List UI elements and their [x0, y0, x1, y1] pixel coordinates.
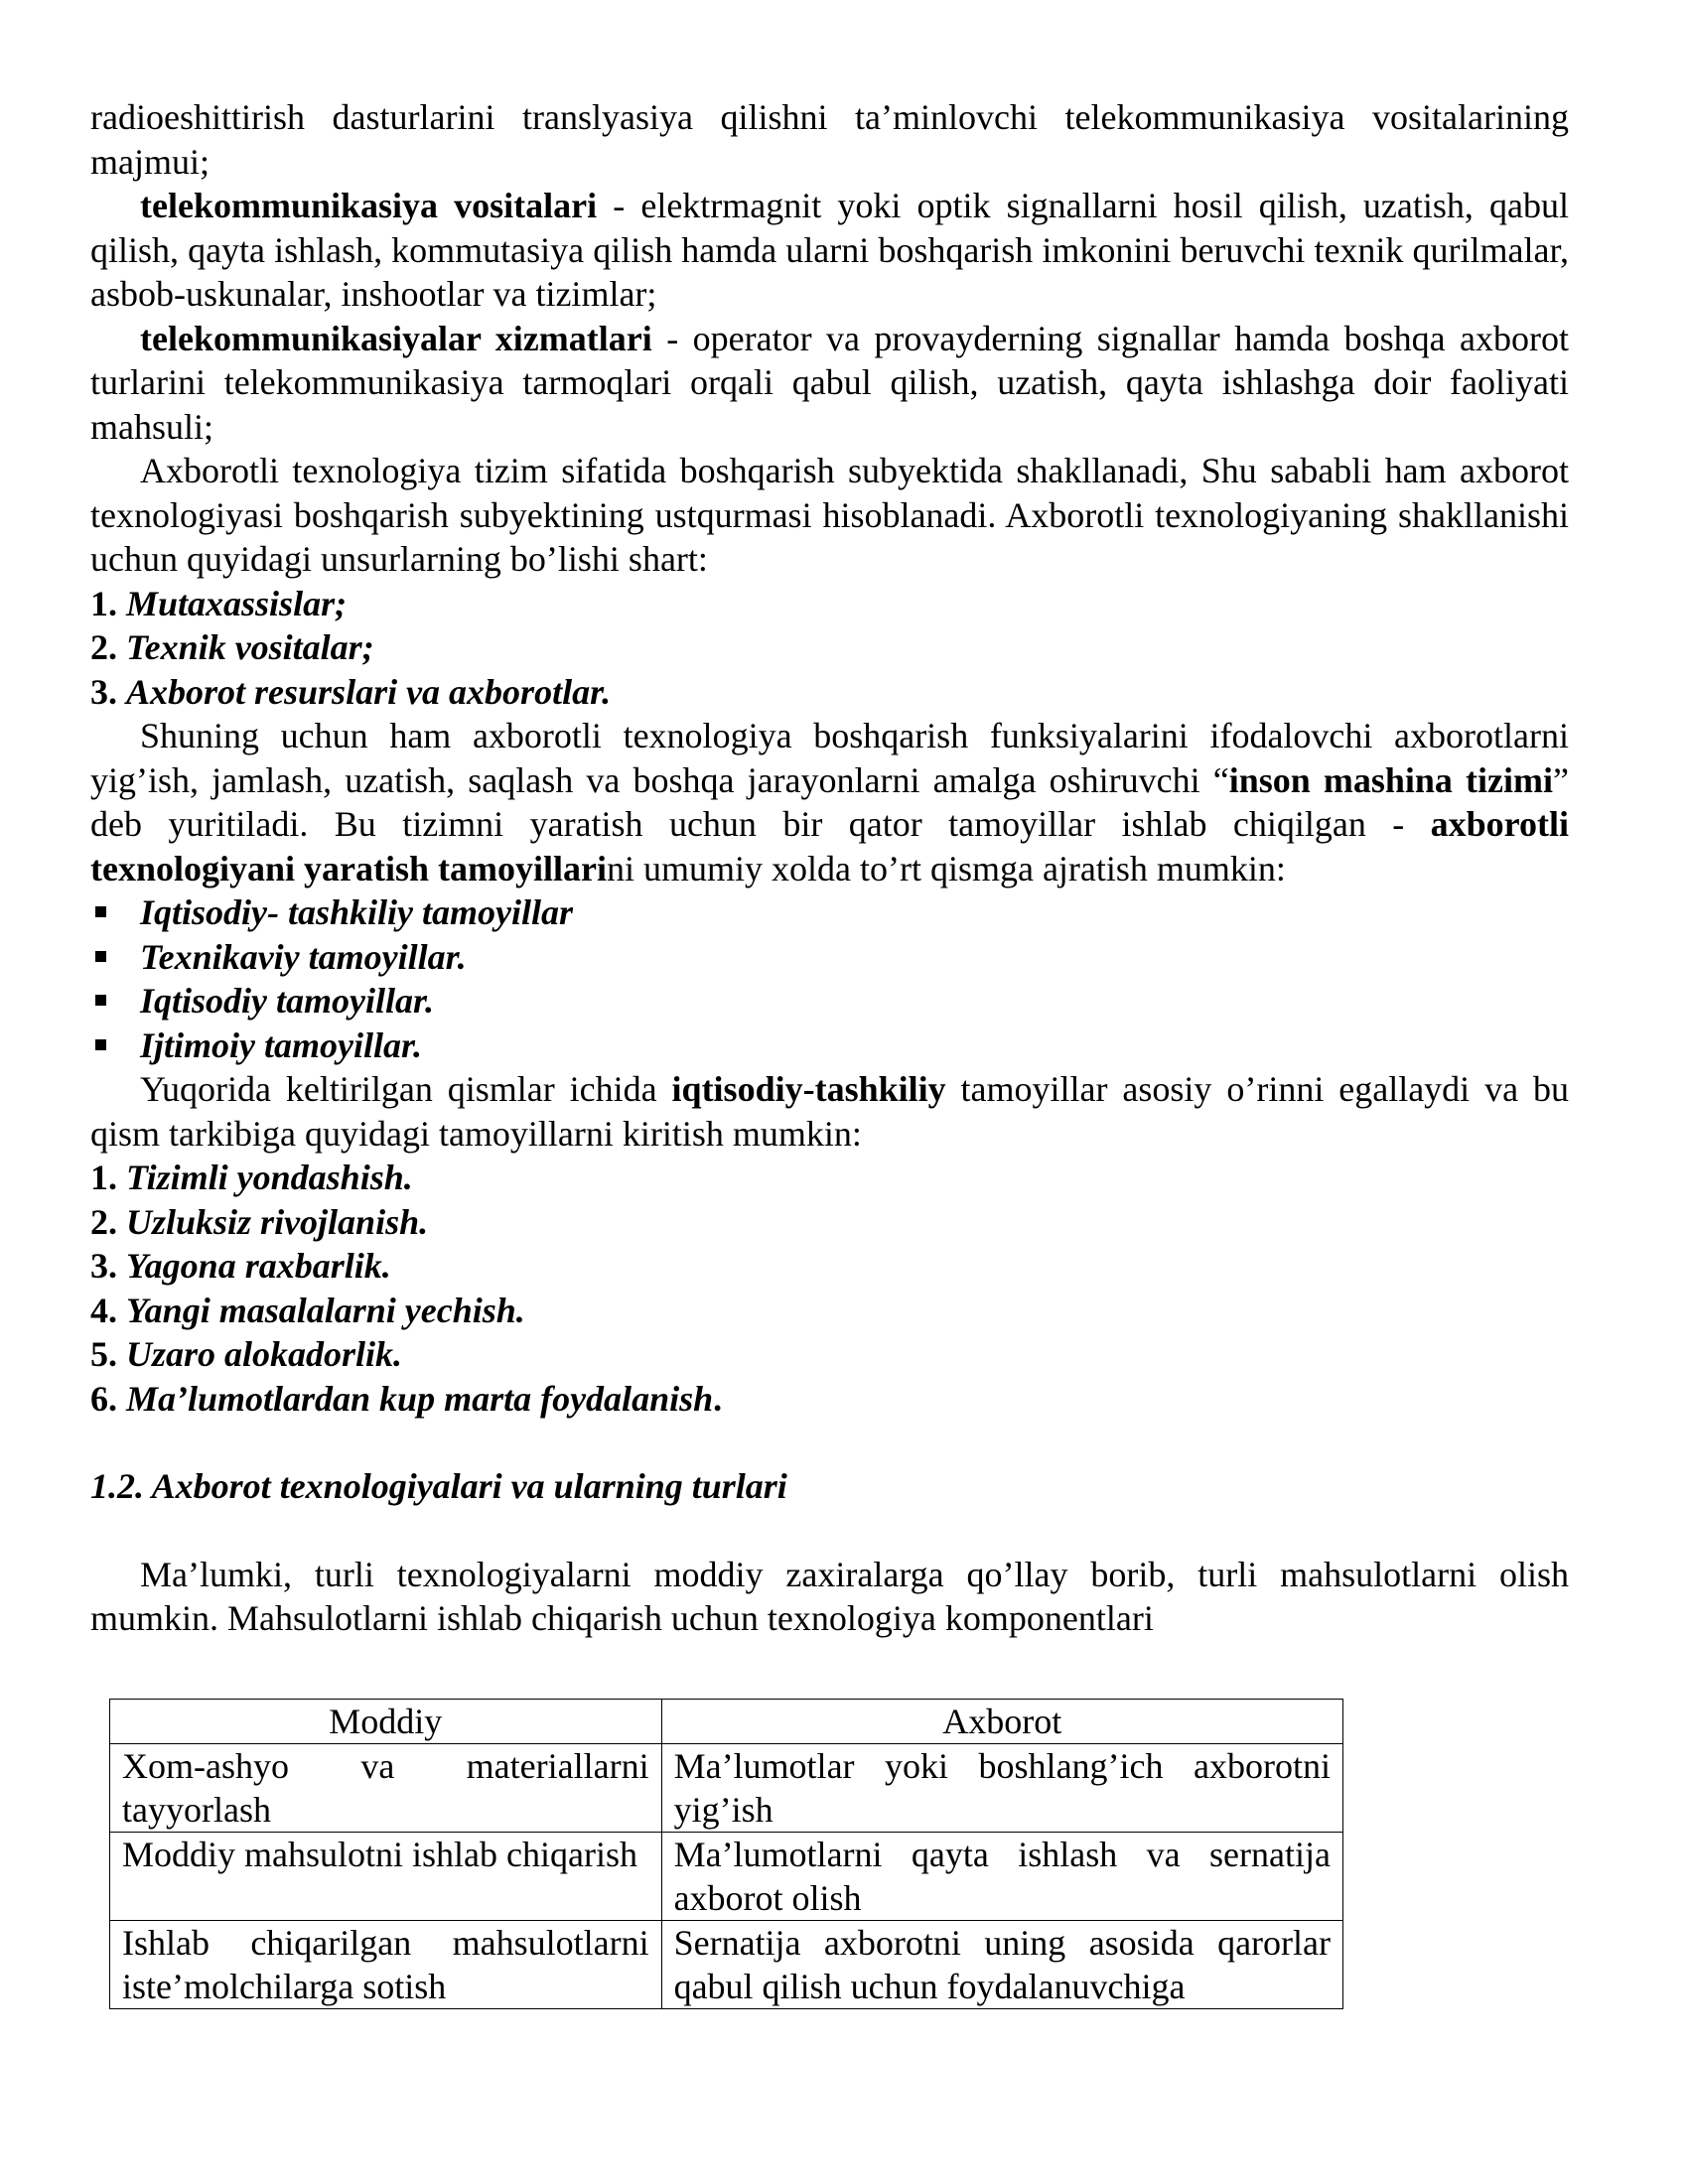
- technology-components-table: [109, 1699, 1343, 2009]
- table-cell: Ma’lumotlar yoki boshlang’ich axborotni yig’ish: [661, 1744, 1342, 1833]
- bullet-item: Iqtisodiy- tashkiliy tamoyillar: [90, 890, 1569, 935]
- list-item: 2. Uzluksiz rivojlanish.: [90, 1201, 429, 1242]
- table-cell: Sernatija axborotni uning asosida qarorlar qabul qilish uchun foydalanuvchiga: [661, 1921, 1342, 2009]
- table-row: [110, 1833, 1343, 1921]
- column-header-axborot: Axborot: [661, 1700, 1342, 1744]
- definition-term: telekommunikasiya vositalari: [140, 186, 598, 225]
- body-paragraph: Axborotli texnologiya tizim sifatida boshqarish subyektida shakllanadi, Shu sababli ham axborot texnologiyasi boshqarish subyektining ustqurmasi hisoblanadi. Axborotli texnologiyaning shakllanishi uchun quyidagi unsurlarning bo’lishi shart:: [90, 451, 1569, 579]
- numbered-list-principles: [90, 1156, 1569, 1421]
- bullet-item: Texnikaviy tamoyillar.: [90, 935, 1569, 980]
- square-bullet-icon: [95, 906, 106, 917]
- table-cell: Moddiy mahsulotni ishlab chiqarish: [110, 1833, 662, 1921]
- definition-term: telekommunikasiyalar xizmatlari: [140, 318, 652, 358]
- table-row: [110, 1921, 1343, 2009]
- document-body: [90, 95, 1569, 1641]
- definition-text: - elektrmagnit yoki optik signallarni hosil qilish, uzatish, qabul qilish, qayta ishlash, kommutasiya qilish hamda ularni boshqarish imkonini beruvchi texnik qurilmalar, asbob-uskunalar, inshootlar va tizimlar;: [90, 186, 1569, 314]
- table-header-row: [110, 1700, 1343, 1744]
- section-heading: 1.2. Axborot texnologiyalari va ularning turlari: [90, 1466, 787, 1506]
- table-cell: Ishlab chiqarilgan mahsulotlarni iste’molchilarga sotish: [110, 1921, 662, 2009]
- list-item: 4. Yangi masalalarni yechish.: [90, 1290, 525, 1330]
- bullet-item: Iqtisodiy tamoyillar.: [90, 979, 1569, 1024]
- paragraph-continuation: radioeshittirish dasturlarini translyasiya qilishni ta’minlovchi telekommunikasiya vositalarining majmui;: [90, 97, 1569, 182]
- square-bullet-icon: [95, 995, 106, 1006]
- bullet-list-principles: [90, 890, 1569, 1067]
- definition-paragraph: [90, 184, 1569, 317]
- square-bullet-icon: [95, 951, 106, 962]
- list-item: 2. Texnik vositalar;: [90, 627, 374, 667]
- numbered-list-elements: [90, 582, 1569, 715]
- list-item: 3. Axborot resurslari va axborotlar.: [90, 671, 612, 712]
- column-header-moddiy: Moddiy: [110, 1700, 662, 1744]
- definition-paragraph: [90, 317, 1569, 450]
- definition-text: - operator va provayderning signallar hamda boshqa axborot turlarini telekommunikasiya tarmoqlari orqali qabul qilish, uzatish, qayta ishlashga doir faoliyati mahsuli;: [90, 318, 1570, 447]
- table-cell: Ma’lumotlarni qayta ishlash va sernatija axborot olish: [661, 1833, 1342, 1921]
- body-paragraph: Ma’lumki, turli texnologiyalarni moddiy zaxiralarga qo’llay borib, turli mahsulotlarni olish mumkin. Mahsulotlarni ishlab chiqarish uchun texnologiya komponentlari: [90, 1554, 1569, 1638]
- bullet-item: Ijtimoiy tamoyillar.: [90, 1024, 1569, 1068]
- list-item: 1. Mutaxassislar;: [90, 583, 348, 623]
- list-item: 6. Ma’lumotlardan kup marta foydalanish.: [90, 1378, 723, 1419]
- table-row: [110, 1744, 1343, 1833]
- list-item: 3. Yagona raxbarlik.: [90, 1246, 391, 1286]
- table-cell: Xom-ashyo va materiallarni tayyorlash: [110, 1744, 662, 1833]
- body-paragraph: Yuqorida keltirilgan qismlar ichida iqtisodiy-tashkiliy tamoyillar asosiy o’rinni egallaydi va bu qism tarkibiga quyidagi tamoyillarni kiritish mumkin:: [90, 1069, 1569, 1154]
- list-item: 1. Tizimli yondashish.: [90, 1158, 413, 1197]
- square-bullet-icon: [95, 1039, 106, 1050]
- list-item: 5. Uzaro alokadorlik.: [90, 1334, 403, 1374]
- body-paragraph: Shuning uchun ham axborotli texnologiya boshqarish funksiyalarini ifodalovchi axborotlarni yig’ish, jamlash, uzatish, saqlash va boshqa jarayonlarni amalga oshiruvchi “inson mashina tizimi” deb yuritiladi. Bu tizimni yaratish uchun bir qator tamoyillar ishlab chiqilgan - axborotli texnologiyani yaratish tamoyillarini umumiy xolda to’rt qismga ajratish mumkin:: [90, 716, 1569, 888]
